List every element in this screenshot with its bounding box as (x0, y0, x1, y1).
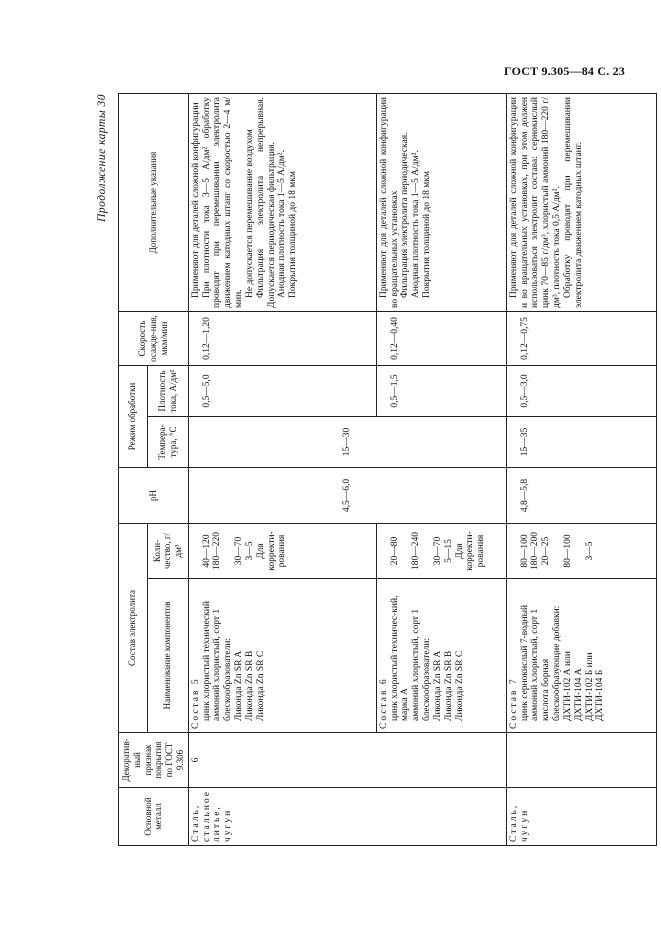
header-base-metal: Основной металл (119, 788, 189, 846)
notes-cell: Применяют для деталей сложной конфигурации и во вращательных установках, при этом должен использоваться электролит состава: сернокислый цинк 70—85 г/дм³, хлористый аммоний 180—220 г/дм³, плотность тока 0,5 А/дм². Обработку проводят при перемешивании электролита движением катодных штанг. (506, 94, 656, 312)
header-decorative: Декоратив-ный признак покрытия по ГОСТ 9.306 (119, 733, 189, 788)
quantities-cell: 40—120 180—220 30—70 3—5 Для корректи-рования (188, 524, 376, 579)
current-density-cell: 0,5—3,0 (506, 366, 656, 417)
decorative-cell: 6 (188, 733, 506, 788)
rotated-table-area (96, 94, 652, 846)
components-cell: Состав 6 цинк хлористый техничес-кий, марка А аммоний хлористый, сорт 1 блескообразователи: Ликонда Zn SR A Ликонда Zn SR B Ликонда Zn SR C (376, 579, 506, 733)
components-cell: Состав 7 цинк сернокислый 7-водный аммоний хлористый, сорт 1 кислота борная блескообразующие добавки: ДХТИ-102 А или ДХТИ-104 А ДХТИ-102 Б или ДХТИ-104 Б (506, 579, 656, 733)
deposition-rate-cell: 0,12—0,75 (506, 312, 656, 366)
current-density-cell: 0,5—1,5 (376, 366, 506, 417)
notes-cell: Применяют для деталей сложной конфигурации При плотности тока 3—5 А/дм² обработку проводят при перемешивании электролита движением катодных штанг со скоростью 2—4 м/мин. Не допускается перемешивание воздухом Фильтрация электролита непрерывная. Допускается периодическая фильтрация. Анодная плотность тока 1—5 А/дм². Покрытия толщиной до 18 мкм (188, 94, 376, 312)
deposition-rate-cell: 0,12—1,20 (188, 312, 376, 366)
header-mode-group: Режим обработки (119, 366, 148, 468)
temperature-cell: 15—35 (506, 417, 656, 468)
electrolyte-table (118, 93, 657, 846)
header-quantity: Коли-чество, г/дм³ (147, 524, 188, 579)
deposition-rate-cell: 0,12—0,40 (376, 312, 506, 366)
quantities-cell: 80—100 180—200 20—25 80—100 3—5 (506, 524, 656, 579)
quantities-cell: 20—80 180—240 30—70 5—15 Для корректи-рования (376, 524, 506, 579)
base-metal-cell: Сталь, чугун (506, 788, 656, 846)
current-density-cell: 0,5—5,0 (188, 366, 376, 417)
table-row (188, 94, 376, 846)
table-row (506, 94, 656, 846)
base-metal-cell: Сталь, стальное литье, чугун (188, 788, 506, 846)
header-component-name: Наименование компонентов (147, 579, 188, 733)
header-electrolyte-group: Состав электролита (119, 524, 148, 733)
temperature-cell: 15—30 (188, 417, 506, 468)
notes-cell: Применяют для деталей сложной конфигурации во вращательных установках Фильтрация электролита периодическая. Анодная плотность тока 1—5 А/дм². Покрытия толщиной до 18 мкм (376, 94, 506, 312)
header-current-density: Плотность тока, А/дм² (147, 366, 188, 417)
header-notes: Дополнительные указания (119, 94, 189, 312)
continuation-caption: Продолжение карты 30 (96, 94, 108, 222)
page-header: ГОСТ 9.305—84 С. 23 (504, 64, 625, 78)
header-ph: pH (119, 468, 189, 524)
components-cell: Состав 5 цинк хлористый технический аммоний хлористый, сорт 1 блескообразователи: Ликонда Zn SR A Ликонда Zn SR B Ликонда Zn SR C (188, 579, 376, 733)
ph-cell: 4,8—5,8 (506, 468, 656, 524)
ph-cell: 4,5—6,0 (188, 468, 506, 524)
header-temperature: Темпера-тура, °С (147, 417, 188, 468)
header-deposition-rate: Скорость осажде-ния, мкм/мин (119, 312, 189, 366)
decorative-cell (506, 733, 656, 788)
